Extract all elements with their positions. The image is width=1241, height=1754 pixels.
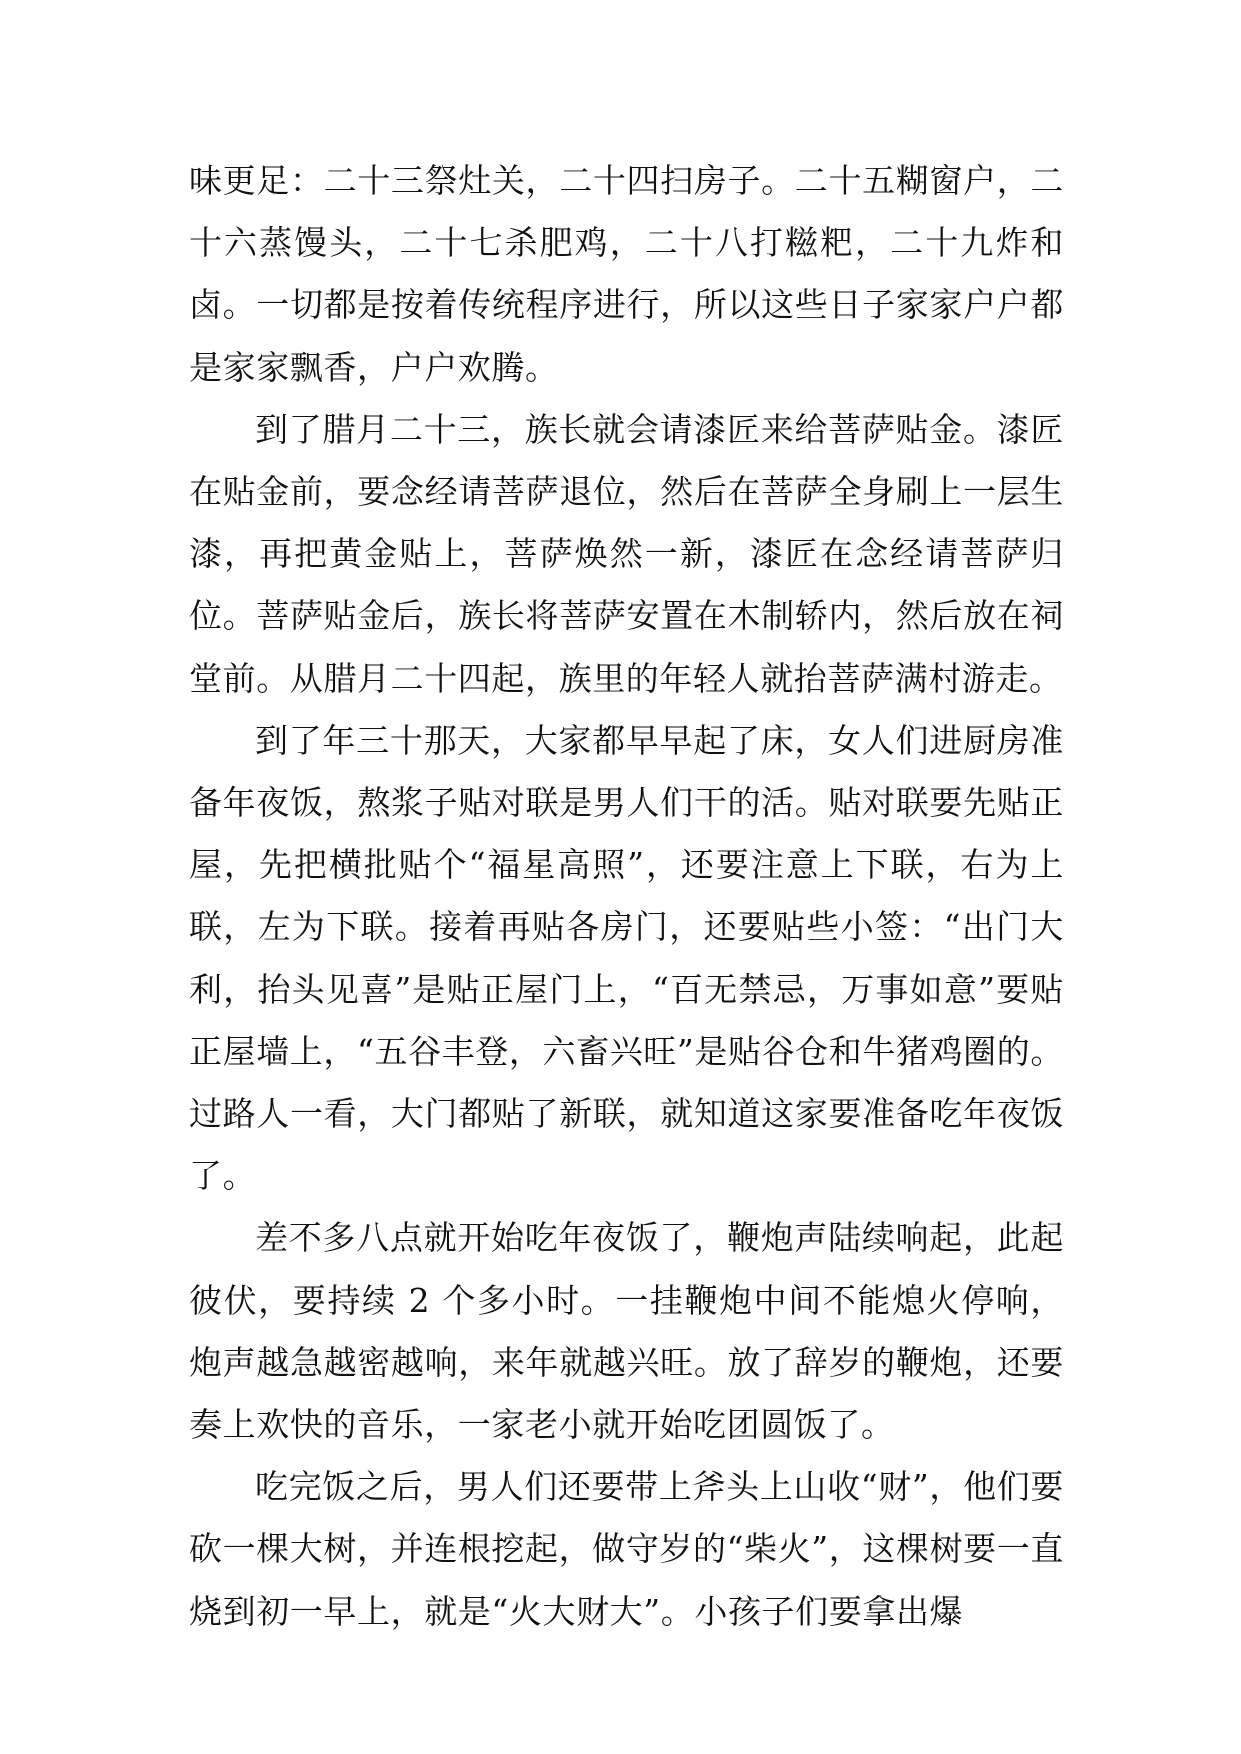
paragraph-4: 差不多八点就开始吃年夜饭了，鞭炮声陆续响起，此起彼伏，要持续 2 个多小时。一挂鞭炮中间不能熄火停响，炮声越急越密越响，来年就越兴旺。放了辞岁的鞭炮，还要奏上欢快的音乐，一家老小就开始吃团圆饭了。 (189, 1218, 1064, 1445)
document-body (189, 150, 1064, 1643)
paragraph-2: 到了腊月二十三，族长就会请漆匠来给菩萨贴金。漆匠在贴金前，要念经请菩萨退位，然后在菩萨全身刷上一层生漆，再把黄金贴上，菩萨焕然一新，漆匠在念经请菩萨归位。菩萨贴金后，族长将菩萨安置在木制轿内，然后放在祠堂前。从腊月二十四起，族里的年轻人就抬菩萨满村游走。 (189, 409, 1064, 698)
paragraph-5: 吃完饭之后，男人们还要带上斧头上山收“财”，他们要砍一棵大树，并连根挖起，做守岁的“柴火”，这棵树要一直烧到初一早上，就是“火大财大”。小孩子们要拿出爆 (189, 1467, 1064, 1631)
paragraph-1: 味更足：二十三祭灶关，二十四扫房子。二十五糊窗户，二十六蒸馒头，二十七杀肥鸡，二十八打糍粑，二十九炸和卤。一切都是按着传统程序进行，所以这些日子家家户户都是家家飘香，户户欢腾。 (189, 161, 1064, 387)
paragraph-3: 到了年三十那天，大家都早早起了床，女人们进厨房准备年夜饭，熬浆子贴对联是男人们干的活。贴对联要先贴正屋，先把横批贴个“福星高照”，还要注意上下联，右为上联，左为下联。接着再贴各房门，还要贴些小签：“出门大利，抬头见喜”是贴正屋门上，“百无禁忌，万事如意”要贴正屋墙上，“五谷丰登，六畜兴旺”是贴谷仓和牛猪鸡圈的。过路人一看，大门都贴了新联，就知道这家要准备吃年夜饭了。 (189, 720, 1064, 1196)
